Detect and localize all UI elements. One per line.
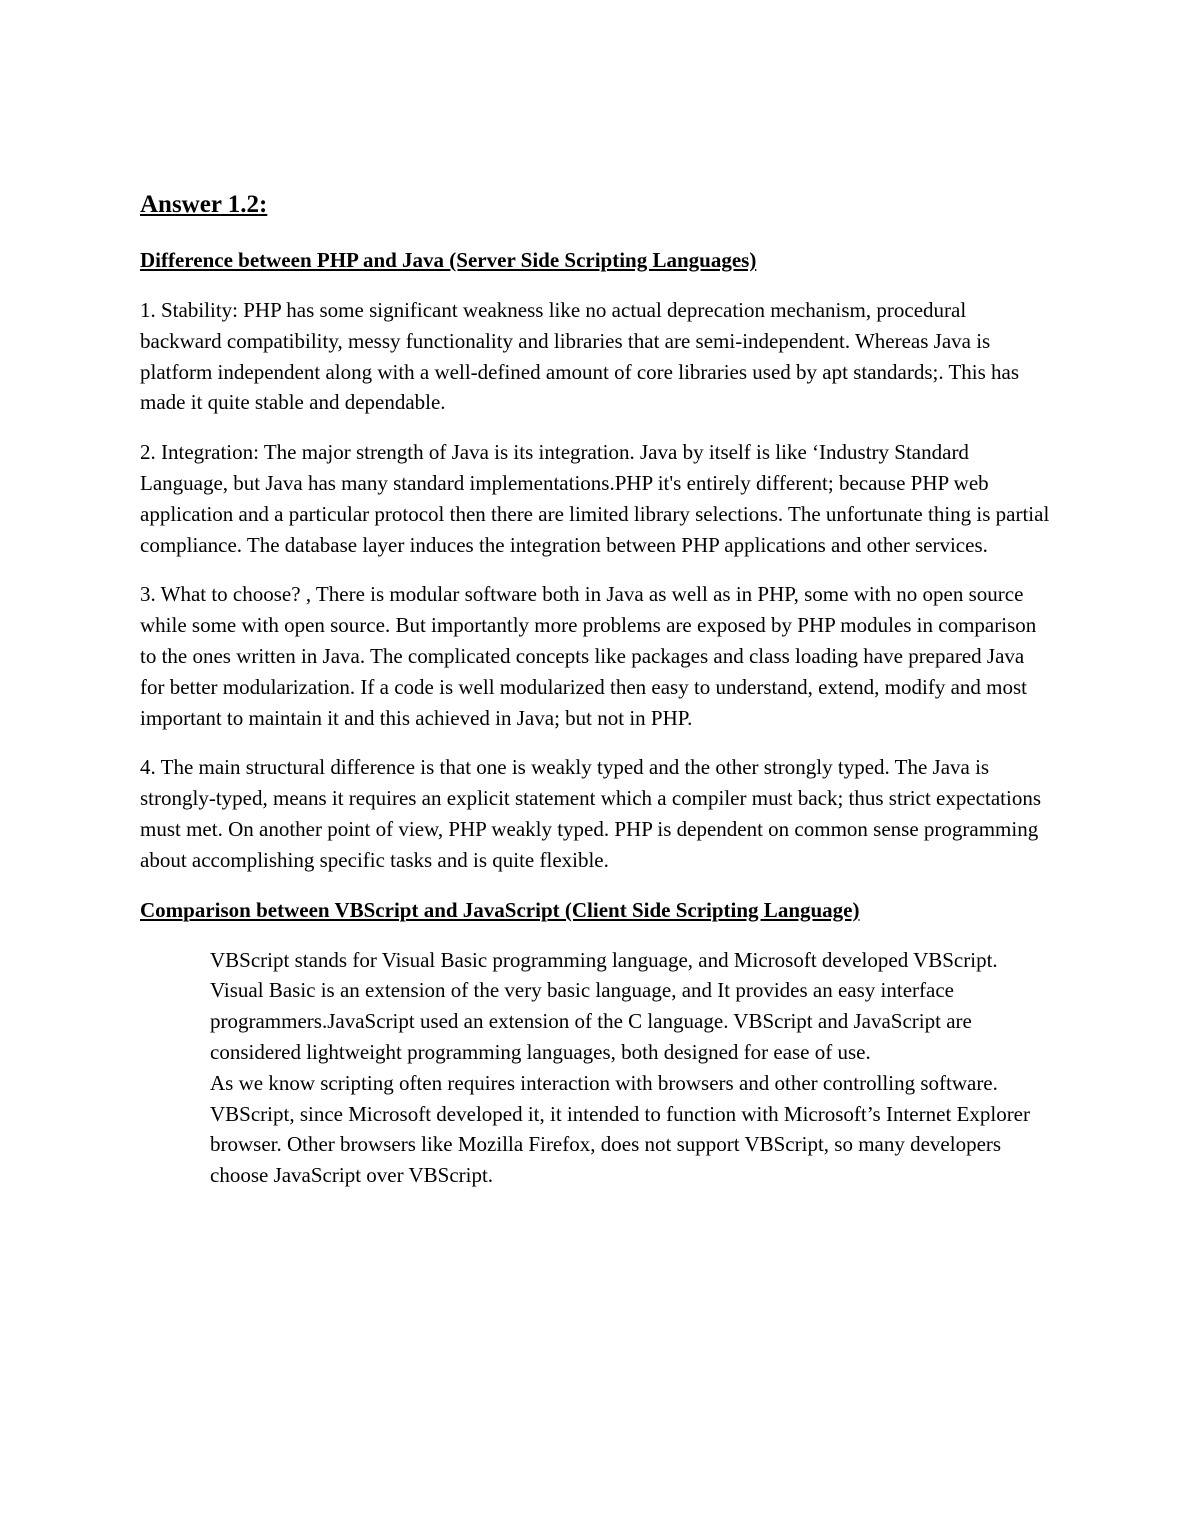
paragraph-vbscript-overview: VBScript stands for Visual Basic programming language, and Microsoft developed VBScript. Visual Basic is an extension of the very basic language, and It provides an easy interface programmers.JavaScript used an extension of the C language. VBScript and JavaScript are considered lightweight programming languages, both designed for ease of use. — [210, 947, 998, 1064]
paragraph-stability: 1. Stability: PHP has some significant weakness like no actual deprecation mechanism, procedural backward compatibility, messy functionality and libraries that are semi-independent. Whereas Java is platform independent along with a well-defined amount of core libraries used by apt standards;. This has made it quite stable and dependable. — [140, 298, 1020, 415]
paragraph-typing: 4. The main structural difference is that one is weakly typed and the other strongly typed. The Java is strongly-typed, means it requires an explicit statement which a compiler must back; thus strict expectations must met. On another point of view, PHP weakly typed. PHP is dependent on common sense programming about accomplishing specific tasks and is quite flexible. — [140, 755, 1042, 872]
paragraph-what-to-choose: 3. What to choose? , There is modular software both in Java as well as in PHP, some with no open source while some with open source. But importantly more problems are exposed by PHP modules in comparison to the ones written in Java. The complicated concepts like packages and class loading have prepared Java for better modularization. If a code is well modularized then easy to understand, extend, modify and most important to maintain it and this achieved in Java; but not in PHP. — [140, 582, 1037, 730]
section-heading-php-java: Difference between PHP and Java (Server Side Scripting Languages) — [140, 248, 757, 272]
document-page — [140, 188, 1052, 1191]
paragraph-browser-support: As we know scripting often requires interaction with browsers and other controlling software. VBScript, since Microsoft developed it, it intended to function with Microsoft’s Internet Explorer browser. Other browsers like Mozilla Firefox, does not support VBScript, so many developers choose JavaScript over VBScript. — [210, 1070, 1030, 1188]
section-heading-vbscript-javascript: Comparison between VBScript and JavaScript (Client Side Scripting Language) — [140, 897, 860, 922]
paragraph-integration: 2. Integration: The major strength of Java is its integration. Java by itself is like ‘Industry Standard Language, but Java has many standard implementations.PHP it's entirely different; because PHP web application and a particular protocol then there are limited library selections. The unfortunate thing is partial compliance. The database layer induces the integration between PHP applications and other services. — [140, 440, 1050, 557]
answer-heading: Answer 1.2: — [140, 191, 268, 218]
